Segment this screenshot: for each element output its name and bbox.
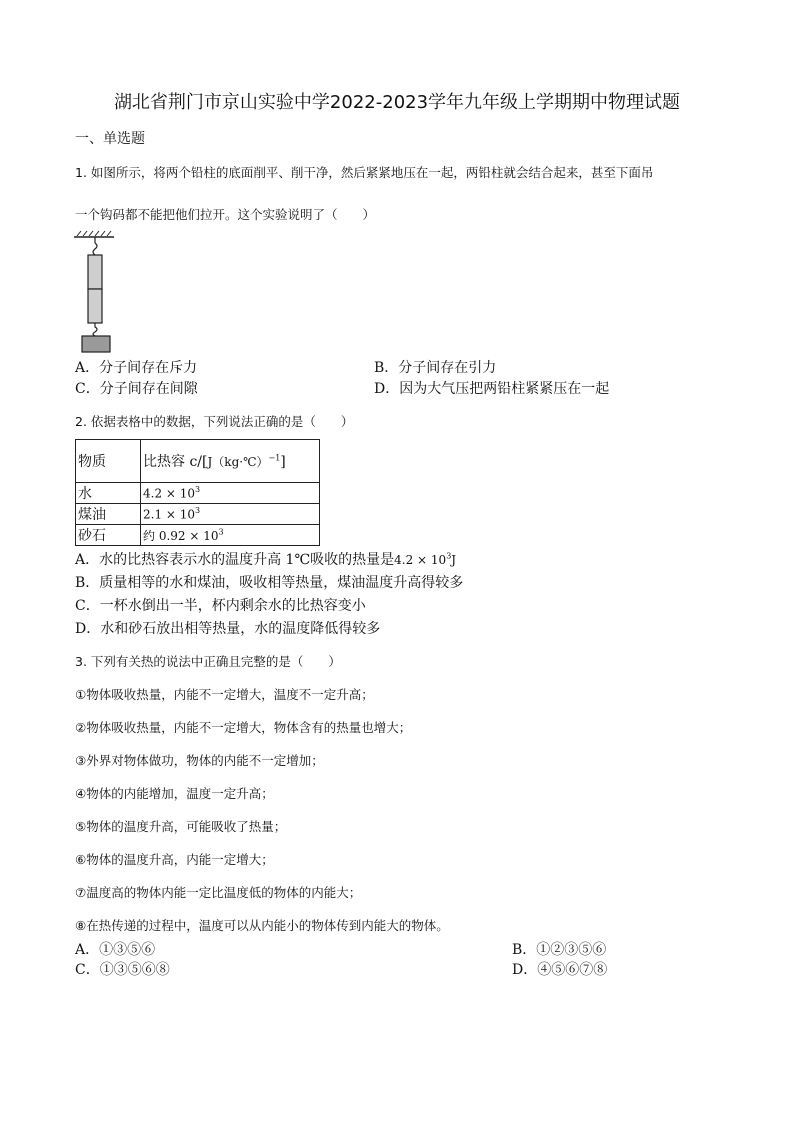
header-specific-heat (141, 440, 320, 483)
q3-option-c[interactable]: C．①③⑤⑥⑧ (75, 962, 170, 978)
cell-substance: 煤油 (76, 504, 141, 525)
cell-value (141, 504, 320, 525)
q2-option-a[interactable] (75, 549, 456, 569)
table-row (76, 483, 320, 504)
q1-option-c[interactable]: C．分子间存在间隙 (75, 381, 198, 397)
q3-statement: ⑥物体的温度升高，内能一定增大； (75, 852, 274, 867)
q2-option-a-text: A．水的比热容表示水的温度升高 1℃吸收的热量是 (75, 552, 395, 568)
table-header-row (76, 440, 320, 483)
q2-option-d[interactable]: D．水和砂石放出相等热量，水的温度降低得较多 (75, 621, 381, 637)
ceiling-hatch (74, 231, 114, 237)
q2-option-a-value: 4.2 × 10 (394, 553, 447, 567)
header-prefix: 比热容 c/[ (143, 454, 208, 470)
upper-hook (93, 237, 97, 255)
q1-option-d[interactable]: D．因为大气压把两铅柱紧紧压在一起 (374, 381, 610, 397)
header-substance: 物质 (76, 440, 141, 483)
q3-statement: ③外界对物体做功，物体的内能不一定增加； (75, 753, 324, 768)
lower-hook (93, 323, 97, 336)
lead-cylinder-figure (74, 230, 122, 356)
q3-option-d[interactable]: D．④⑤⑥⑦⑧ (512, 962, 608, 978)
q3-statement: ⑤物体的温度升高，可能吸收了热量； (75, 819, 287, 834)
hook-weight (82, 336, 110, 352)
q1-option-b[interactable]: B．分子间存在引力 (374, 360, 497, 376)
q1-option-a[interactable]: A．分子间存在斥力 (75, 360, 198, 376)
q3-stem: 3. 下列有关热的说法中正确且完整的是（ ） (75, 654, 341, 669)
upper-lead-cylinder (88, 255, 102, 289)
value-text: 约 0.92 × 10 (143, 528, 219, 543)
q3-option-a[interactable]: A．①③⑤⑥ (75, 942, 156, 958)
q3-statement: ①物体吸收热量，内能不一定增大，温度不一定升高； (75, 687, 374, 702)
lower-lead-cylinder (88, 289, 102, 323)
q3-option-b[interactable]: B．①②③⑤⑥ (512, 942, 607, 958)
specific-heat-table (75, 439, 320, 546)
q2-option-b[interactable]: B．质量相等的水和煤油，吸收相等热量，煤油温度升高得较多 (75, 575, 464, 591)
q2-option-a-exponent: 3 (446, 551, 452, 561)
q1-stem-line1: 1. 如图所示，将两个铅柱的底面削平、削干净，然后紧紧地压在一起，两铅柱就会结合起来，甚至下面吊 (75, 165, 654, 180)
header-unit-exponent: −1 (268, 453, 281, 463)
value-exponent: 3 (195, 505, 201, 515)
cell-value (141, 525, 320, 546)
value-text: 4.2 × 10 (143, 486, 196, 501)
q3-statement: ⑧在热传递的过程中，温度可以从内能小的物体传到内能大的物体。 (75, 918, 449, 933)
header-suffix: ] (280, 454, 286, 470)
q2-option-c[interactable]: C．一杯水倒出一半，杯内剩余水的比热容变小 (75, 598, 366, 614)
q2-stem: 2. 依据表格中的数据，下列说法正确的是（ ） (75, 414, 354, 429)
page-title: 湖北省荆门市京山实验中学2022-2023学年九年级上学期期中物理试题 (113, 92, 681, 113)
section-heading: 一、单选题 (75, 131, 145, 147)
cell-substance: 水 (76, 483, 141, 504)
value-exponent: 3 (218, 526, 224, 536)
q3-statement: ④物体的内能增加，温度一定升高； (75, 786, 274, 801)
value-text: 2.1 × 10 (143, 507, 196, 522)
q3-statement: ⑦温度高的物体内能一定比温度低的物体的内能大； (75, 885, 362, 900)
header-unit: J（kg·℃） (207, 455, 269, 469)
q2-option-a-unit: J (451, 553, 457, 567)
cell-substance: 砂石 (76, 525, 141, 546)
cell-value (141, 483, 320, 504)
table-row (76, 504, 320, 525)
q3-statement: ②物体吸收热量，内能不一定增大，物体含有的热量也增大； (75, 720, 412, 735)
table-row (76, 525, 320, 546)
q1-stem-line2: 一个钩码都不能把他们拉开。这个实验说明了（ ） (75, 207, 376, 222)
value-exponent: 3 (195, 484, 201, 494)
